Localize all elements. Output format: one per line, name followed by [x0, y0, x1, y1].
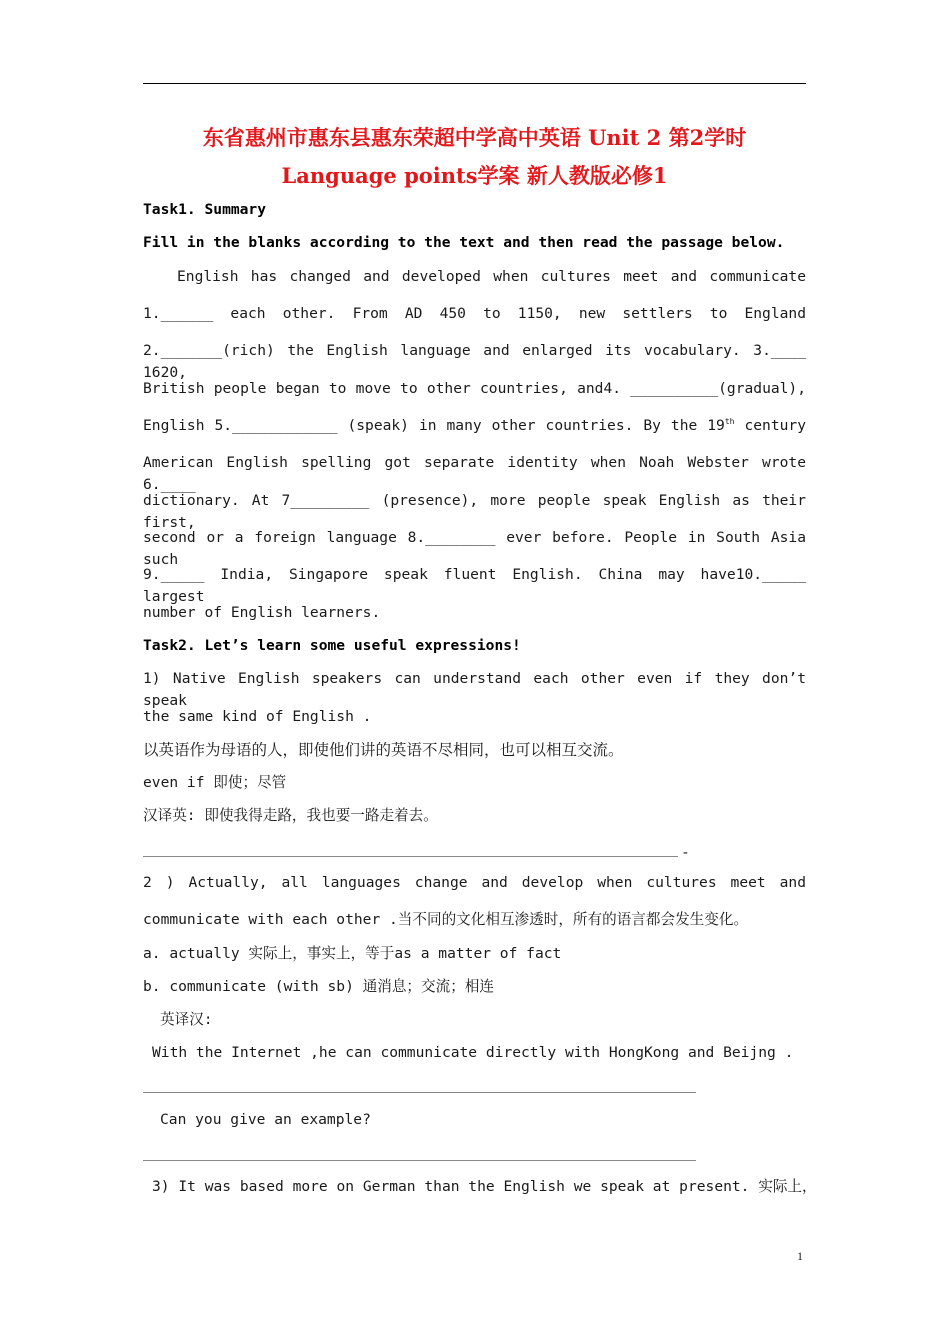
item1-cn-translation: 以英语作为母语的人，即使他们讲的英语不尽相同，也可以相互交流。: [143, 741, 624, 759]
item2-point-b: b. communicate (with sb) 通消息；交流；相连: [143, 978, 494, 995]
task2-heading: Task2. Let’s learn some useful expressions!: [143, 637, 521, 654]
doc-title-line1: 东省惠州市惠东县惠东荣超中学高中英语 Unit 2 第2学时: [202, 125, 747, 150]
answer-line-1-end: -: [681, 844, 690, 861]
page-number: 1: [797, 1249, 803, 1263]
item2-sentence: With the Internet ,he can communicate directly with HongKong and Beijng .: [152, 1044, 794, 1061]
superscript-th: th: [724, 417, 735, 426]
doc-title-line2: Language points学案 新人教版必修1: [281, 163, 668, 188]
passage-line-2: 1.______ each other. From AD 450 to 1150, new settlers to England: [143, 305, 806, 322]
passage-line-4: British people began to move to other countries, and4. __________(gradual),: [143, 380, 806, 397]
item1-en-line2: the same kind of English .: [143, 708, 372, 725]
answer-line-2[interactable]: [143, 1092, 696, 1093]
answer-line-3[interactable]: [143, 1160, 696, 1161]
item1-en-line1: 1) Native English speakers can understand each other even if they don’t speak: [143, 670, 806, 709]
passage-line-5: [143, 415, 806, 437]
passage-line-3: 2._______(rich) the English language and enlarged its vocabulary. 3.____ 1620,: [143, 342, 806, 381]
task1-instruction: Fill in the blanks according to the text and then read the passage below.: [143, 234, 785, 251]
passage-line-1: English has changed and developed when cultures meet and communicate: [177, 268, 806, 285]
item2-task: 英译汉:: [160, 1011, 213, 1028]
passage-line-7: dictionary. At 7_________ (presence), more people speak English as their first,: [143, 492, 806, 531]
passage-line-6: American English spelling got separate identity when Noah Webster wrote 6.____: [143, 454, 806, 493]
item2-en-line2: communicate with each other .当不同的文化相互渗透时，所有的语言都会发生变化。: [143, 911, 749, 928]
passage-line-10: number of English learners.: [143, 604, 381, 621]
passage-line-5-text: English 5.____________ (speak) in many other countries. By the 19: [143, 417, 725, 434]
passage-line-9: 9._____ India, Singapore speak fluent English. China may have10._____ largest: [143, 566, 806, 605]
item1-task: 汉译英: 即使我得走路，我也要一路走着去。: [143, 807, 438, 824]
item1-phrase: even if 即使；尽管: [143, 774, 287, 791]
top-rule: [143, 83, 806, 84]
passage-line-5-tail: century: [744, 417, 806, 434]
passage-line-8: second or a foreign language 8.________ ever before. People in South Asia such: [143, 529, 806, 568]
answer-line-1[interactable]: [143, 856, 678, 857]
item2-en-line1: 2 ) Actually, all languages change and develop when cultures meet and: [143, 874, 806, 891]
item3-en-line1: 3) It was based more on German than the English we speak at present. 实际上，: [152, 1178, 817, 1195]
item2-point-a: a. actually 实际上，事实上，等于as a matter of fact: [143, 945, 562, 962]
item2-question: Can you give an example?: [160, 1111, 371, 1128]
task1-heading: Task1. Summary: [143, 201, 267, 218]
